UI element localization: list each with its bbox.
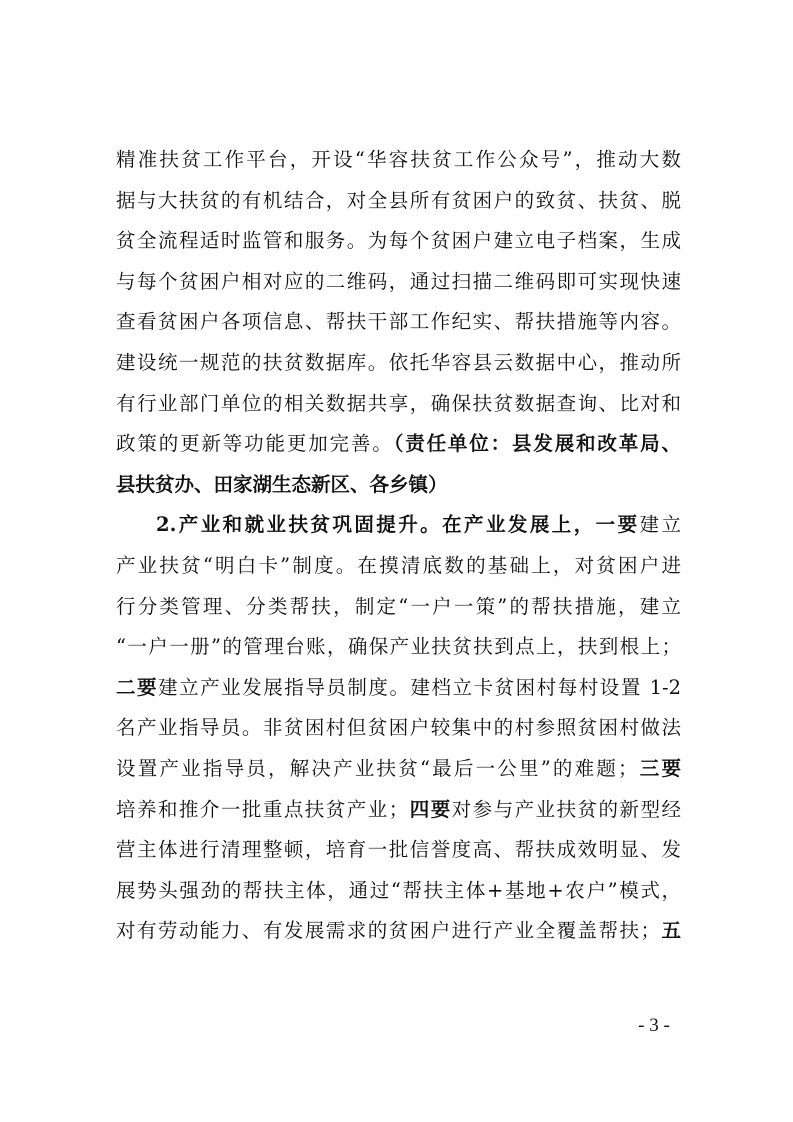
bold-text-run: 三要 bbox=[637, 756, 681, 780]
text-line bbox=[116, 424, 681, 465]
text-line bbox=[116, 546, 681, 587]
text-run: 名产业指导员。非贫困村但贫困户较集中的村参照贫困村做法 bbox=[116, 716, 681, 740]
text-run: 建立 bbox=[639, 513, 681, 537]
bold-text-run: 五 bbox=[660, 919, 681, 943]
text-line bbox=[116, 384, 681, 425]
page-number: - 3 - bbox=[638, 1015, 670, 1036]
bold-text-run: 四要 bbox=[408, 797, 452, 821]
text-line bbox=[116, 627, 681, 668]
text-line bbox=[116, 830, 681, 871]
text-line bbox=[116, 181, 681, 222]
text-line bbox=[116, 221, 681, 262]
text-line bbox=[116, 708, 681, 749]
text-line bbox=[116, 749, 681, 790]
text-run: 营主体进行清理整顿，培育一批信誉度高、帮扶成效明显、发 bbox=[116, 838, 681, 862]
text-line bbox=[116, 140, 681, 181]
text-run: 产业扶贫“明白卡”制度。在摸清底数的基础上，对贫困户进 bbox=[116, 553, 681, 577]
text-run: 有行业部门单位的相关数据共享，确保扶贫数据查询、比对和 bbox=[116, 391, 681, 415]
bold-text-run: 县扶贫办、田家湖生态新区、各乡镇） bbox=[116, 472, 448, 496]
text-run: 对参与产业扶贫的新型经 bbox=[451, 797, 681, 821]
text-run: 培养和推介一批重点扶贫产业； bbox=[116, 797, 409, 821]
bold-text-run: 2.产业和就业扶贫巩固提升。在产业发展上， bbox=[156, 513, 596, 537]
text-line bbox=[116, 871, 681, 912]
text-line bbox=[116, 587, 681, 628]
text-run: 建立产业发展指导员制度。建档立卡贫困村每村设置 1-2 bbox=[158, 675, 681, 699]
text-run: 政策的更新等功能更加完善。 bbox=[116, 432, 394, 456]
bold-text-run: 二要 bbox=[116, 675, 159, 699]
text-run: 建设统一规范的扶贫数据库。依托华容县云数据中心，推动所 bbox=[116, 350, 681, 374]
text-run: 精准扶贫工作平台，开设“华容扶贫工作公众号”，推动大数 bbox=[116, 148, 681, 171]
text-run: 行分类管理、分类帮扶，制定“一户一策”的帮扶措施，建立 bbox=[116, 594, 681, 618]
bold-text-run: 一要 bbox=[595, 513, 640, 537]
text-line bbox=[116, 668, 681, 709]
text-run: “一户一册”的管理台账，确保产业扶贫扶到点上，扶到根上； bbox=[116, 635, 681, 659]
bold-text-run: （责任单位：县发展和改革局、 bbox=[393, 432, 681, 456]
text-run: 设置产业指导员，解决产业扶贫“最后一公里”的难题； bbox=[116, 756, 638, 780]
text-run: 查看贫困户各项信息、帮扶干部工作纪实、帮扶措施等内容。 bbox=[116, 310, 681, 334]
text-line bbox=[116, 505, 681, 546]
text-line bbox=[116, 302, 681, 343]
text-run: 贫全流程适时监管和服务。为每个贫困户建立电子档案，生成 bbox=[116, 229, 681, 253]
text-line bbox=[116, 911, 681, 952]
text-line bbox=[116, 262, 681, 303]
text-run: 展势头强劲的帮扶主体，通过“帮扶主体+基地+农户”模式， bbox=[116, 878, 681, 902]
text-line bbox=[116, 790, 681, 831]
text-run: 对有劳动能力、有发展需求的贫困户进行产业全覆盖帮扶； bbox=[116, 919, 660, 943]
text-run: 与每个贫困户相对应的二维码，通过扫描二维码即可实现快速 bbox=[116, 269, 681, 293]
text-line bbox=[116, 465, 681, 506]
text-run: 据与大扶贫的有机结合，对全县所有贫困户的致贫、扶贫、脱 bbox=[116, 188, 681, 212]
text-line bbox=[116, 343, 681, 384]
body-text bbox=[116, 140, 681, 952]
